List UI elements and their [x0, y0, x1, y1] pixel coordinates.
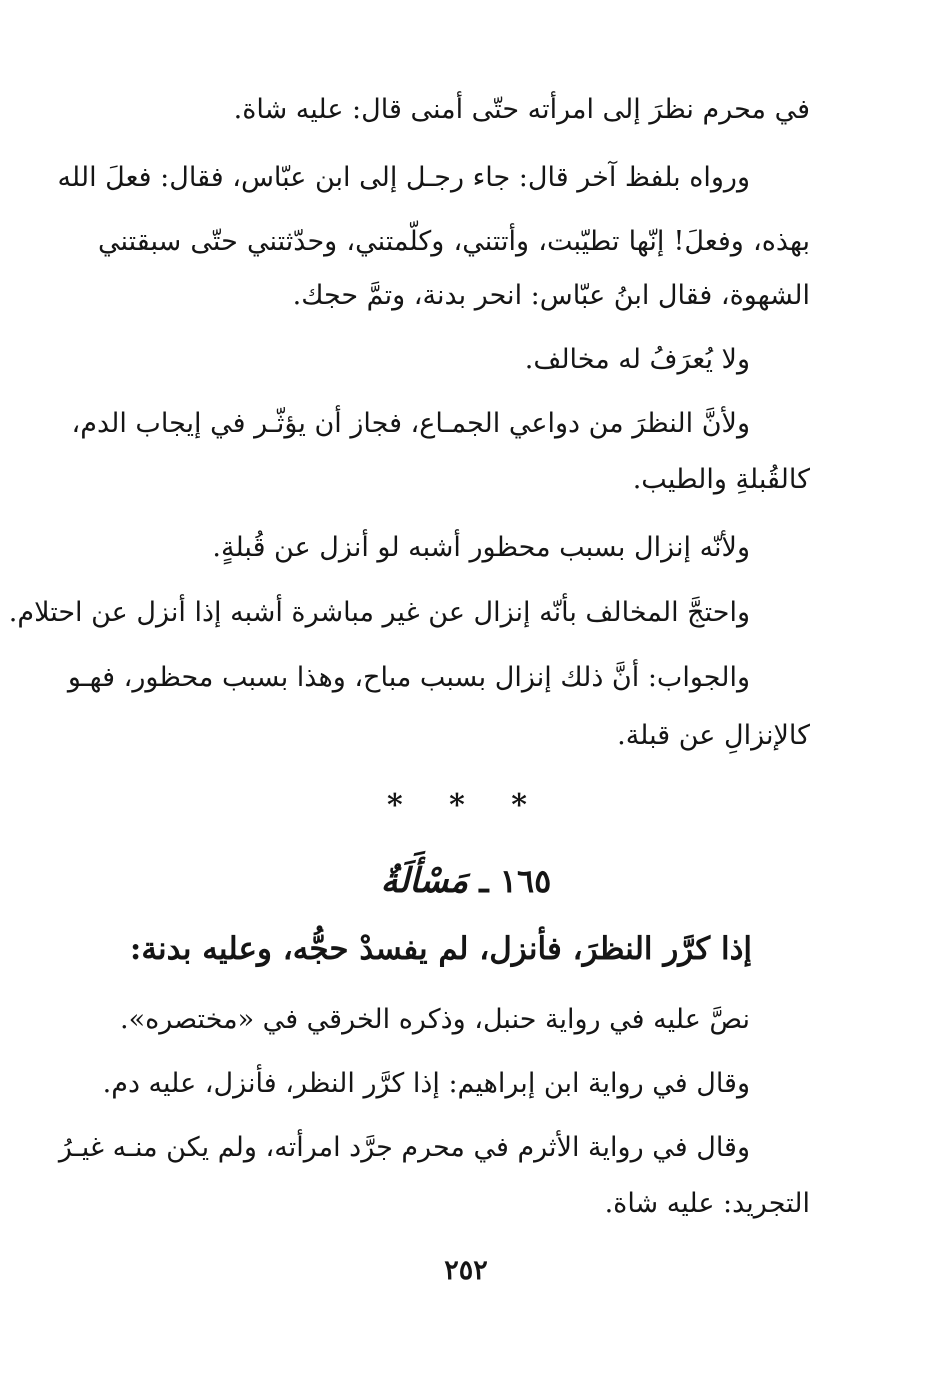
text-line: ورواه بلفظ آخر قال: جاء رجـل إلى ابن عبّاس، فقال: فعلَ الله [57, 162, 750, 193]
masala-title [0, 858, 932, 904]
text-line: التجريد: عليه شاة. [604, 1188, 810, 1219]
text-line: الشهوة، فقال ابنُ عبّاس: انحر بدنة، وتمَّ حجك. [292, 280, 810, 311]
text-line: كالقُبلةِ والطيب. [632, 464, 810, 495]
text-line: ولا يُعرَفُ له مخالف. [524, 344, 750, 375]
text-line: نصَّ عليه في رواية حنبل، وذكره الخرقي في «مختصره». [119, 1004, 750, 1035]
text-line: بهذه، وفعلَ! إنّها تطيّبت، وأتتني، وكلّمتني، وحدّثتني حتّى سبقتني [98, 226, 810, 257]
text-line: في محرم نظرَ إلى امرأته حتّى أمنى قال: عليه شاة. [233, 94, 810, 125]
text-line: ولأنَّ النظرَ من دواعي الجمـاع، فجاز أن يؤثّـر في إيجاب الدم، [71, 408, 750, 439]
text-line: وقال في رواية ابن إبراهيم: إذا كرَّر النظر، فأنزل، عليه دم. [102, 1068, 750, 1099]
page-number: ٢٥٢ [444, 1255, 488, 1286]
masala-word: مَسْأَلَةٌ [380, 861, 469, 901]
text-line: كالإنزالِ عن قبلة. [617, 720, 810, 751]
masala-number: ١٦٥ [499, 862, 552, 900]
issue-heading: إذا كرَّر النظرَ، فأنزل، لم يفسدْ حجُّه، وعليه بدنة: [129, 931, 752, 967]
text-line: واحتجَّ المخالف بأنّه إنزال عن غير مباشرة أشبه إذا أنزل عن احتلام. [8, 597, 750, 628]
section-separator: * * * [387, 788, 545, 823]
masala-dash: ـ [479, 862, 489, 900]
text-line: وقال في رواية الأثرم في محرم جرَّد امرأته، ولم يكن منـه غيـرُ [58, 1132, 750, 1163]
text-line: ولأنّه إنزال بسبب محظور أشبه لو أنزل عن قُبلةٍ. [212, 532, 750, 563]
text-line: والجواب: أنَّ ذلك إنزال بسبب مباح، وهذا بسبب محظور، فهـو [67, 662, 750, 693]
